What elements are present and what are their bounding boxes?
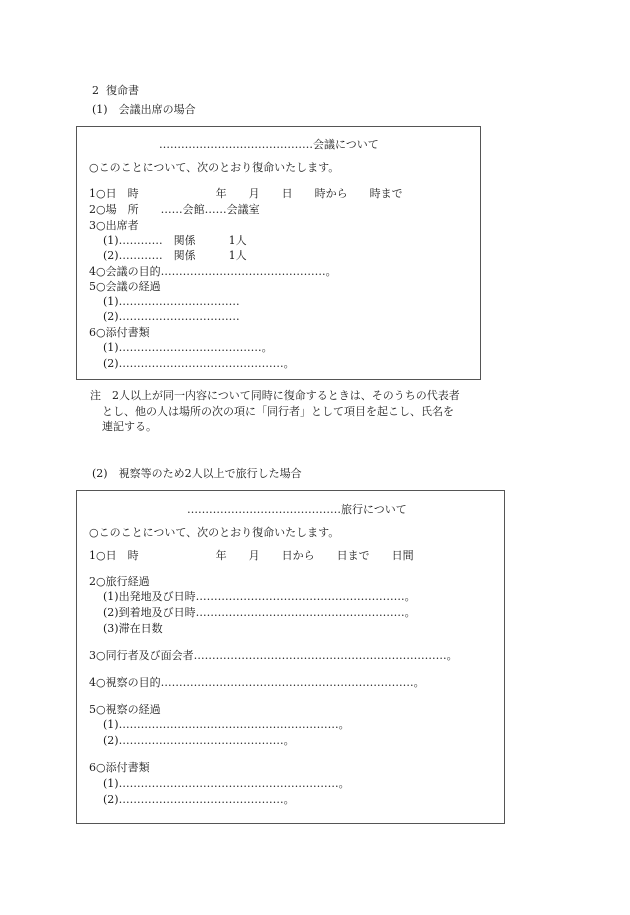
part1-heading: (1) 会議出席の場合 [92, 103, 196, 116]
part1-attachment-1: (1)…………………………………。 [103, 341, 273, 354]
part2-heading: (2) 視察等のため2人以上で旅行した場合 [92, 467, 302, 480]
part1-purpose-line: 4○会議の目的………………………………………。 [89, 265, 337, 278]
part1-progress-1: (1)…………………………… [103, 295, 240, 308]
part2-intro: ○このことについて、次のとおり復命いたします。 [89, 526, 340, 539]
note-line-3: 連記する。 [102, 420, 157, 433]
part1-date-line: 1○日 時 年 月 日 時から 時まで [89, 187, 403, 200]
part2-progress-line: 5○視察の経過 [89, 703, 161, 716]
part1-attachment-2: (2)………………………………………。 [103, 357, 295, 370]
part1-attendee-2: (2)………… 関係 1人 [103, 249, 247, 262]
part1-attendee-1: (1)………… 関係 1人 [103, 234, 247, 247]
part2-progress-2: (2)………………………………………。 [103, 734, 295, 747]
part1-attendees-line: 3○出席者 [89, 219, 139, 232]
part1-form-box [76, 126, 481, 380]
section-number: 2 [92, 84, 99, 97]
part2-itinerary-line: 2○旅行経過 [89, 575, 150, 588]
part2-departure: (1)出発地及び日時…………………………………………………。 [103, 590, 416, 603]
note-line-1: 注 2人以上が同一内容について同時に復命するときは、そのうちの代表者 [90, 389, 460, 402]
part2-arrival: (2)到着地及び日時…………………………………………………。 [103, 606, 416, 619]
part1-attachments-line: 6○添付書類 [89, 326, 150, 339]
part2-attachments-line: 6○添付書類 [89, 761, 150, 774]
section-title: 復命書 [106, 84, 139, 97]
part2-date-line: 1○日 時 年 月 日から 日まで 日間 [89, 549, 414, 562]
part2-form-box [76, 490, 505, 824]
part1-subject: ……………………………………会議について [159, 138, 379, 151]
part2-attachment-1: (1)……………………………………………………。 [103, 777, 350, 790]
part2-subject: ……………………………………旅行について [187, 503, 407, 516]
part2-purpose-line: 4○視察の目的……………………………………………………………。 [89, 676, 425, 689]
part1-intro: ○このことについて、次のとおり復命いたします。 [89, 161, 340, 174]
part2-companions-line: 3○同行者及び面会者……………………………………………………………。 [89, 649, 458, 662]
part2-progress-1: (1)……………………………………………………。 [103, 718, 350, 731]
part1-progress-line: 5○会議の経過 [89, 280, 161, 293]
part2-stay-days: (3)滞在日数 [103, 622, 163, 635]
part1-place-line: 2○場 所 ……会館……会議室 [89, 203, 260, 216]
part1-progress-2: (2)…………………………… [103, 310, 240, 323]
part2-attachment-2: (2)………………………………………。 [103, 793, 295, 806]
note-line-2: とし、他の人は場所の次の項に「同行者」として項目を起こし、氏名を [102, 405, 454, 418]
